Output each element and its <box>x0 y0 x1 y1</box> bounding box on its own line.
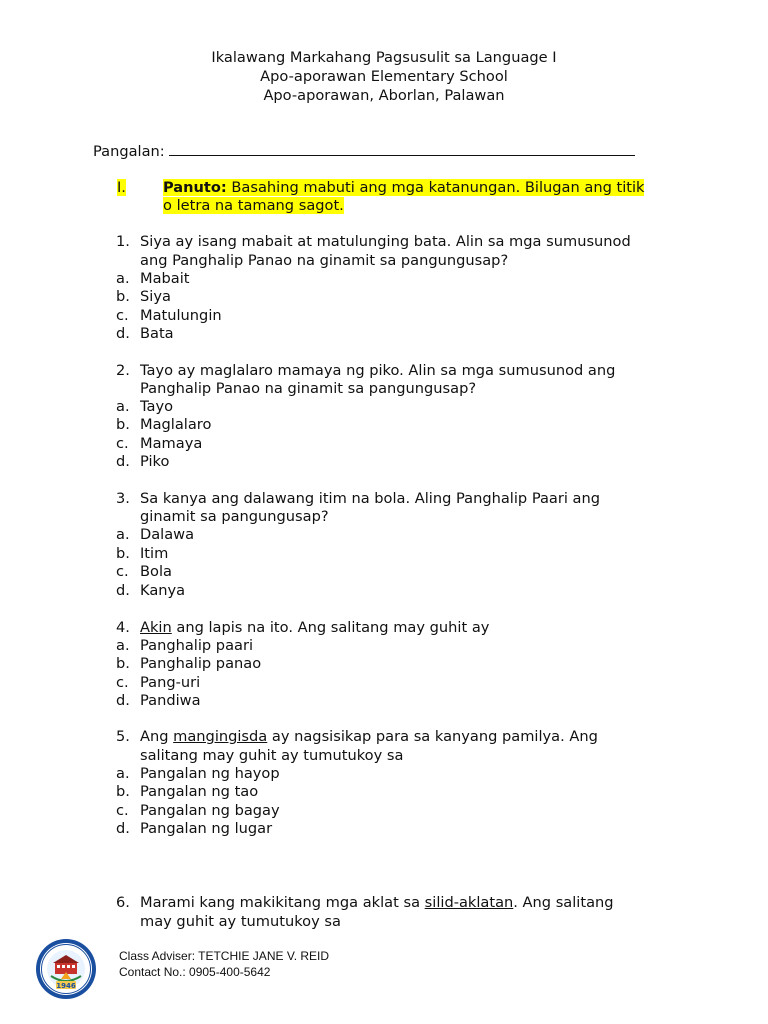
q1-choice-d-letter: d. <box>116 325 130 342</box>
name-label: Pangalan: <box>93 143 165 160</box>
q2-choice-c-letter: c. <box>116 435 129 452</box>
q4-text: Akin ang lapis na ito. Ang salitang may guhit ay <box>140 619 490 636</box>
q1-choice-a-letter: a. <box>116 270 130 287</box>
q2-text: Tayo ay maglalaro mamaya ng piko. Alin sa mga sumusunod ang <box>140 362 616 379</box>
q3-text: Sa kanya ang dalawang itim na bola. Aling Panghalip Paari ang <box>140 490 600 507</box>
svg-text:1946: 1946 <box>56 982 76 990</box>
q5-choice-c-letter: c. <box>116 802 129 819</box>
q5-choice-a-letter: a. <box>116 765 130 782</box>
q1-text-2: ang Panghalip Panao na ginamit sa pangungusap? <box>140 252 509 269</box>
q5-text: Ang mangingisda ay nagsisikap para sa kanyang pamilya. Ang <box>140 728 598 745</box>
q3-choice-d: Kanya <box>140 582 186 599</box>
q4-number: 4. <box>116 619 130 636</box>
q4-choice-b-letter: b. <box>116 655 130 672</box>
q3-choice-c-letter: c. <box>116 563 129 580</box>
q1-choice-b-letter: b. <box>116 288 130 305</box>
section-number: I. <box>117 179 126 196</box>
q4-choice-c-letter: c. <box>116 674 129 691</box>
q3-choice-b: Itim <box>140 545 169 562</box>
q1-choice-c: Matulungin <box>140 307 222 324</box>
q2-choice-b: Maglalaro <box>140 416 212 433</box>
q4-choice-d-letter: d. <box>116 692 130 709</box>
contact-number: Contact No.: 0905-400-5642 <box>119 965 271 979</box>
q2-choice-b-letter: b. <box>116 416 130 433</box>
q5-number: 5. <box>116 728 130 745</box>
school-name: Apo-aporawan Elementary School <box>260 68 508 85</box>
q2-choice-d: Piko <box>140 453 170 470</box>
name-row <box>93 141 635 161</box>
q6-underlined-word: silid-aklatan <box>424 894 514 911</box>
q4-choice-d: Pandiwa <box>140 692 201 709</box>
instruction-line-2: o letra na tamang sagot. <box>163 197 344 214</box>
q2-text-2: Panghalip Panao na ginamit sa pangungusap? <box>140 380 477 397</box>
q1-choice-a: Mabait <box>140 270 190 287</box>
q1-choice-b: Siya <box>140 288 171 305</box>
school-address: Apo-aporawan, Aborlan, Palawan <box>263 87 505 104</box>
class-adviser: Class Adviser: TETCHIE JANE V. REID <box>119 949 330 963</box>
q2-choice-a-letter: a. <box>116 398 130 415</box>
q4-choice-b: Panghalip panao <box>140 655 262 672</box>
q2-number: 2. <box>116 362 130 379</box>
q4-choice-a-letter: a. <box>116 637 130 654</box>
q2-choice-a: Tayo <box>140 398 174 415</box>
school-seal-logo <box>35 938 97 1004</box>
q4-choice-c: Pang-uri <box>140 674 201 691</box>
q1-choice-d: Bata <box>140 325 174 342</box>
q3-choice-b-letter: b. <box>116 545 130 562</box>
q4-choice-a: Panghalip paari <box>140 637 254 654</box>
q3-number: 3. <box>116 490 130 507</box>
q6-text: Marami kang makikitang mga aklat sa silid-aklatan. Ang salitang <box>140 894 614 911</box>
exam-title: Ikalawang Markahang Pagsusulit sa Language I <box>211 49 557 66</box>
q1-text: Siya ay isang mabait at matulunging bata. Alin sa mga sumusunod <box>140 233 631 250</box>
q1-number: 1. <box>116 233 130 250</box>
q5-choice-c: Pangalan ng bagay <box>140 802 280 819</box>
instruction-line-1: Panuto: Basahing mabuti ang mga katanungan. Bilugan ang titik <box>163 179 645 196</box>
q3-text-2: ginamit sa pangungusap? <box>140 508 329 525</box>
q3-choice-d-letter: d. <box>116 582 130 599</box>
q2-choice-d-letter: d. <box>116 453 130 470</box>
q5-choice-d: Pangalan ng lugar <box>140 820 273 837</box>
instruction-label: Panuto: <box>163 179 227 196</box>
name-blank-line <box>169 141 635 156</box>
q5-choice-b-letter: b. <box>116 783 130 800</box>
q3-choice-a: Dalawa <box>140 526 195 543</box>
q5-choice-d-letter: d. <box>116 820 130 837</box>
q5-choice-b: Pangalan ng tao <box>140 783 259 800</box>
q5-text-2: salitang may guhit ay tumutukoy sa <box>140 747 404 764</box>
q3-choice-a-letter: a. <box>116 526 130 543</box>
q3-choice-c: Bola <box>140 563 172 580</box>
q1-choice-c-letter: c. <box>116 307 129 324</box>
q6-number: 6. <box>116 894 130 911</box>
q5-choice-a: Pangalan ng hayop <box>140 765 280 782</box>
q2-choice-c: Mamaya <box>140 435 203 452</box>
q4-underlined-word: Akin <box>140 619 172 636</box>
q6-text-2: may guhit ay tumutukoy sa <box>140 913 341 930</box>
q5-underlined-word: mangingisda <box>173 728 268 745</box>
